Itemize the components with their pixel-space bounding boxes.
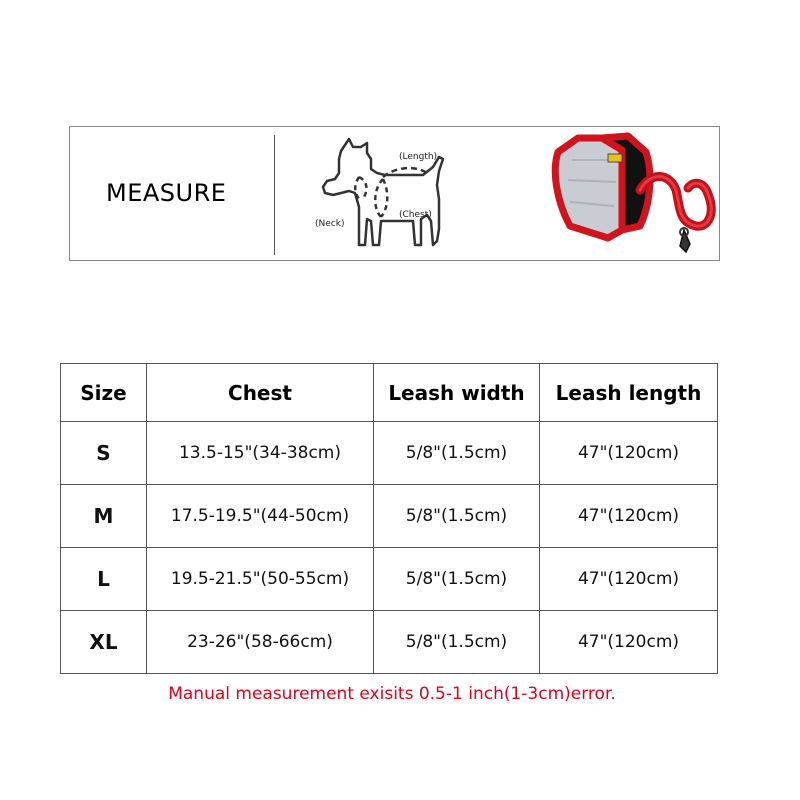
leash-length-cell: 47"(120cm) <box>540 485 718 548</box>
table-row <box>61 548 718 611</box>
leash-width-cell: 5/8"(1.5cm) <box>374 611 540 674</box>
chest-label: (Chest) <box>399 210 432 220</box>
leash-width-cell: 5/8"(1.5cm) <box>374 548 540 611</box>
table-row <box>61 485 718 548</box>
header-size: Size <box>61 364 147 422</box>
chest-cell: 23-26"(58-66cm) <box>147 611 374 674</box>
harness-product-image <box>548 130 723 260</box>
header-leash-length: Leash length <box>540 364 718 422</box>
table-row <box>61 422 718 485</box>
header-leash-width: Leash width <box>374 364 540 422</box>
dog-measure-diagram <box>315 137 465 255</box>
header-chest: Chest <box>147 364 374 422</box>
leash-length-cell: 47"(120cm) <box>540 611 718 674</box>
chest-cell: 17.5-19.5"(44-50cm) <box>147 485 374 548</box>
leash-width-cell: 5/8"(1.5cm) <box>374 422 540 485</box>
leash-width-cell: 5/8"(1.5cm) <box>374 485 540 548</box>
measure-label: MEASURE <box>106 179 227 207</box>
chest-cell: 19.5-21.5"(50-55cm) <box>147 548 374 611</box>
measurement-error-note: Manual measurement exisits 0.5-1 inch(1-3cm)error. <box>168 684 616 704</box>
size-cell: XL <box>61 611 147 674</box>
length-label: (Length) <box>399 152 438 162</box>
chest-cell: 13.5-15"(34-38cm) <box>147 422 374 485</box>
size-cell: L <box>61 548 147 611</box>
neck-label: (Neck) <box>315 219 345 229</box>
measure-divider <box>274 135 275 255</box>
measure-panel <box>69 126 720 261</box>
leash-length-cell: 47"(120cm) <box>540 422 718 485</box>
table-row <box>61 611 718 674</box>
size-chart-table <box>60 363 718 674</box>
leash-length-cell: 47"(120cm) <box>540 548 718 611</box>
size-cell: M <box>61 485 147 548</box>
table-header-row <box>61 364 718 422</box>
size-cell: S <box>61 422 147 485</box>
